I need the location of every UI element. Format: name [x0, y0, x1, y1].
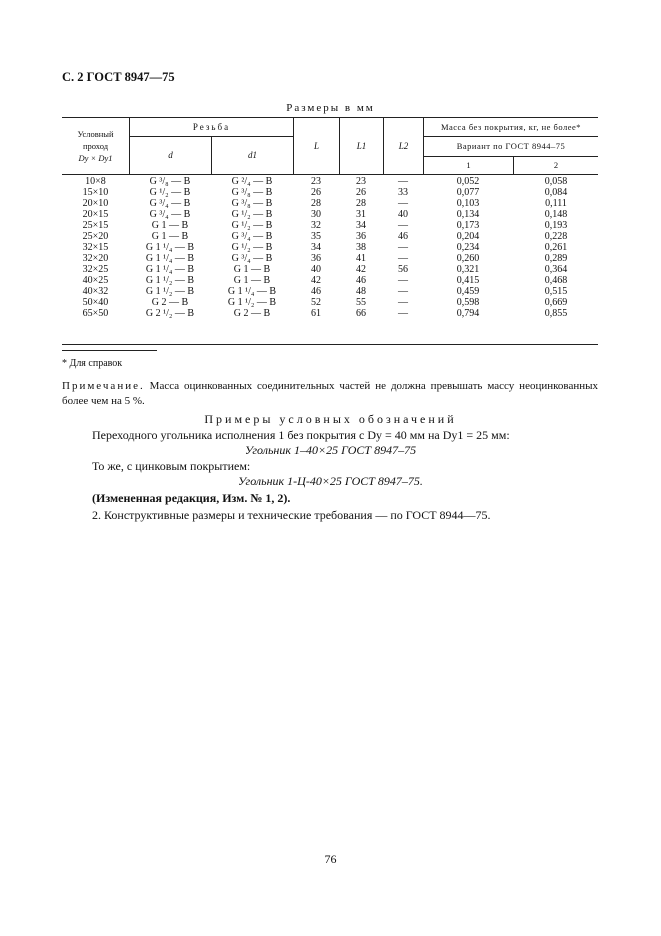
header-thread: Резьба	[192, 122, 231, 132]
cell-d1: G ¹/₂ — B	[231, 220, 273, 231]
cell-dy: 65×50	[82, 308, 109, 319]
example1-formula: Угольник 1–40×25 ГОСТ 8947–75	[244, 443, 417, 457]
cell-L2: 56	[398, 264, 408, 275]
cell-L: 26	[311, 187, 321, 198]
cell-d1: G ³/₄ — B	[231, 231, 273, 242]
header-L: L	[313, 141, 319, 151]
cell-L1: 26	[356, 187, 366, 198]
cell-L2: 33	[398, 187, 408, 198]
cell-mass-2: 0,289	[544, 253, 568, 264]
page-header: С. 2 ГОСТ 8947—75	[62, 70, 175, 84]
cell-mass-1: 0,459	[456, 286, 480, 297]
cell-L: 32	[311, 220, 321, 231]
table-row	[62, 298, 598, 309]
cell-mass-1: 0,204	[456, 231, 480, 242]
page-number: 76	[324, 852, 337, 866]
header-variant-2: 2	[553, 160, 559, 170]
header-L1: L1	[356, 141, 367, 151]
cell-d1: G ¹/₂ — B	[231, 209, 273, 220]
header-variant-1: 1	[466, 160, 471, 170]
cell-mass-2: 0,111	[545, 198, 567, 209]
cell-d: G ³/₄ — B	[149, 198, 191, 209]
cell-L: 52	[311, 297, 321, 308]
cell-L: 40	[311, 264, 321, 275]
cell-d: G ³/₄ — B	[149, 209, 191, 220]
cell-mass-1: 0,134	[456, 209, 480, 220]
cell-mass-2: 0,855	[544, 308, 568, 319]
cell-mass-2: 0,261	[544, 242, 568, 253]
cell-dy: 25×15	[82, 220, 109, 231]
cell-L1: 38	[356, 242, 366, 253]
table-row	[62, 243, 598, 254]
cell-d1: G 1 — B	[233, 264, 271, 275]
cell-mass-2: 0,193	[544, 220, 568, 231]
cell-dy: 40×32	[82, 286, 109, 297]
header-d: d	[168, 150, 173, 160]
cell-mass-2: 0,669	[544, 297, 568, 308]
cell-L1: 48	[356, 286, 366, 297]
cell-d: G ¹/₂ — B	[149, 187, 191, 198]
table-caption: Размеры в мм	[286, 102, 375, 114]
cell-mass-1: 0,077	[456, 187, 480, 198]
cell-d: G 1 ¹/₄ — B	[145, 264, 195, 275]
cell-d1: G ³/₈ — B	[231, 198, 273, 209]
cell-dy: 10×8	[85, 176, 106, 187]
cell-mass-1: 0,173	[456, 220, 480, 231]
cell-L: 34	[311, 242, 321, 253]
cell-d: G 1 — B	[151, 231, 189, 242]
cell-d1: G 1 ¹/₄ — B	[227, 286, 277, 297]
header-d1: d1	[248, 150, 257, 160]
cell-L: 46	[311, 286, 321, 297]
table-row	[62, 254, 598, 265]
example2-formula: Угольник 1-Ц-40×25 ГОСТ 8947–75.	[238, 474, 423, 488]
cell-L2: —	[398, 198, 408, 209]
cell-mass-2: 0,228	[544, 231, 568, 242]
cell-L1: 23	[356, 176, 366, 187]
header-nominal-line1: Условный	[77, 129, 114, 139]
cell-d: G 1 ¹/₄ — B	[145, 253, 195, 264]
cell-d: G 2 — B	[151, 297, 189, 308]
cell-mass-2: 0,468	[544, 275, 568, 286]
cell-L: 30	[311, 209, 321, 220]
cell-L2: 40	[398, 209, 408, 220]
header-mass: Масса без покрытия, кг, не более*	[440, 122, 582, 132]
cell-L: 61	[311, 308, 321, 319]
cell-d: G ³/₈ — B	[149, 176, 191, 187]
note-paragraph	[62, 379, 598, 409]
cell-L2: —	[398, 220, 408, 231]
table-row	[62, 287, 598, 298]
example1-text: Переходного угольника исполнения 1 без покрытия с Dy = 40 мм на Dy1 = 25 мм:	[92, 428, 510, 442]
cell-mass-1: 0,794	[456, 308, 480, 319]
cell-L: 36	[311, 253, 321, 264]
cell-L: 35	[311, 231, 321, 242]
cell-mass-2: 0,515	[544, 286, 568, 297]
table-row	[62, 177, 598, 188]
cell-mass-1: 0,598	[456, 297, 480, 308]
header-variant: Вариант по ГОСТ 8944–75	[456, 141, 566, 151]
cell-mass-1: 0,052	[456, 176, 480, 187]
table-row	[62, 210, 598, 221]
cell-d1: G 2 — B	[233, 308, 271, 319]
cell-d: G 1 — B	[151, 220, 189, 231]
cell-dy: 32×20	[82, 253, 109, 264]
header-L2: L2	[398, 141, 409, 151]
point-2: 2. Конструктивные размеры и технические требования — по ГОСТ 8944—75.	[92, 508, 491, 522]
header-nominal-line3: Dy × Dy1	[78, 153, 113, 163]
cell-mass-2: 0,148	[544, 209, 568, 220]
cell-mass-2: 0,084	[544, 187, 568, 198]
cell-L1: 66	[356, 308, 366, 319]
cell-L1: 31	[356, 209, 366, 220]
cell-d: G 1 ¹/₂ — B	[145, 286, 195, 297]
cell-L2: —	[398, 308, 408, 319]
cell-d1: G ¹/₂ — B	[231, 242, 273, 253]
cell-d1: G ³/₄ — B	[231, 253, 273, 264]
table-row	[62, 265, 598, 276]
footnote-divider	[62, 350, 157, 351]
header-nominal-line2: проход	[82, 141, 109, 151]
cell-mass-1: 0,260	[456, 253, 480, 264]
example2-text: То же, с цинковым покрытием:	[92, 459, 251, 473]
cell-L2: —	[398, 275, 408, 286]
cell-d1: G ³/₈ — B	[231, 187, 273, 198]
cell-d: G 1 ¹/₄ — B	[145, 242, 195, 253]
table-row	[62, 221, 598, 232]
cell-mass-1: 0,415	[456, 275, 480, 286]
cell-dy: 32×25	[82, 264, 109, 275]
cell-dy: 20×15	[82, 209, 109, 220]
cell-mass-1: 0,234	[456, 242, 480, 253]
cell-d1: G 1 — B	[233, 275, 271, 286]
cell-d: G 1 ¹/₂ — B	[145, 275, 195, 286]
dimensions-table	[62, 117, 598, 345]
cell-L: 23	[311, 176, 321, 187]
cell-mass-2: 0,364	[544, 264, 568, 275]
cell-L2: —	[398, 253, 408, 264]
cell-L1: 42	[356, 264, 366, 275]
cell-L2: —	[398, 242, 408, 253]
cell-dy: 25×20	[82, 231, 109, 242]
cell-L2: —	[398, 297, 408, 308]
table-row	[62, 188, 598, 199]
cell-dy: 32×15	[82, 242, 109, 253]
cell-L2: —	[398, 176, 408, 187]
cell-mass-1: 0,103	[456, 198, 480, 209]
cell-d1: G 1 ¹/₂ — B	[227, 297, 277, 308]
cell-dy: 20×10	[82, 198, 109, 209]
table-row	[62, 276, 598, 287]
cell-L: 42	[311, 275, 321, 286]
cell-L1: 46	[356, 275, 366, 286]
cell-L1: 55	[356, 297, 366, 308]
note-text: Масса оцинкованных соединительных частей не должна превышать массу неоцинкованных более чем на 5 %.	[62, 380, 598, 407]
cell-L1: 41	[356, 253, 366, 264]
amendment-note: (Измененная редакция, Изм. № 1, 2).	[92, 491, 291, 505]
cell-L: 28	[311, 198, 321, 209]
cell-L1: 36	[356, 231, 366, 242]
cell-L2: —	[398, 286, 408, 297]
cell-d: G 2 ¹/₂ — B	[145, 308, 195, 319]
cell-dy: 15×10	[82, 187, 109, 198]
table-row	[62, 232, 598, 243]
table-row	[62, 199, 598, 210]
cell-d1: G ²/₄ — B	[231, 176, 273, 187]
cell-L1: 28	[356, 198, 366, 209]
note-label: Примечание.	[62, 380, 145, 392]
cell-L2: 46	[398, 231, 408, 242]
cell-dy: 40×25	[82, 275, 109, 286]
table-row	[62, 309, 598, 320]
cell-L1: 34	[356, 220, 366, 231]
examples-title: Примеры условных обозначений	[204, 412, 457, 426]
cell-dy: 50×40	[82, 297, 109, 308]
cell-mass-1: 0,321	[456, 264, 480, 275]
footnote: * Для справок	[62, 358, 123, 369]
cell-mass-2: 0,058	[544, 176, 568, 187]
